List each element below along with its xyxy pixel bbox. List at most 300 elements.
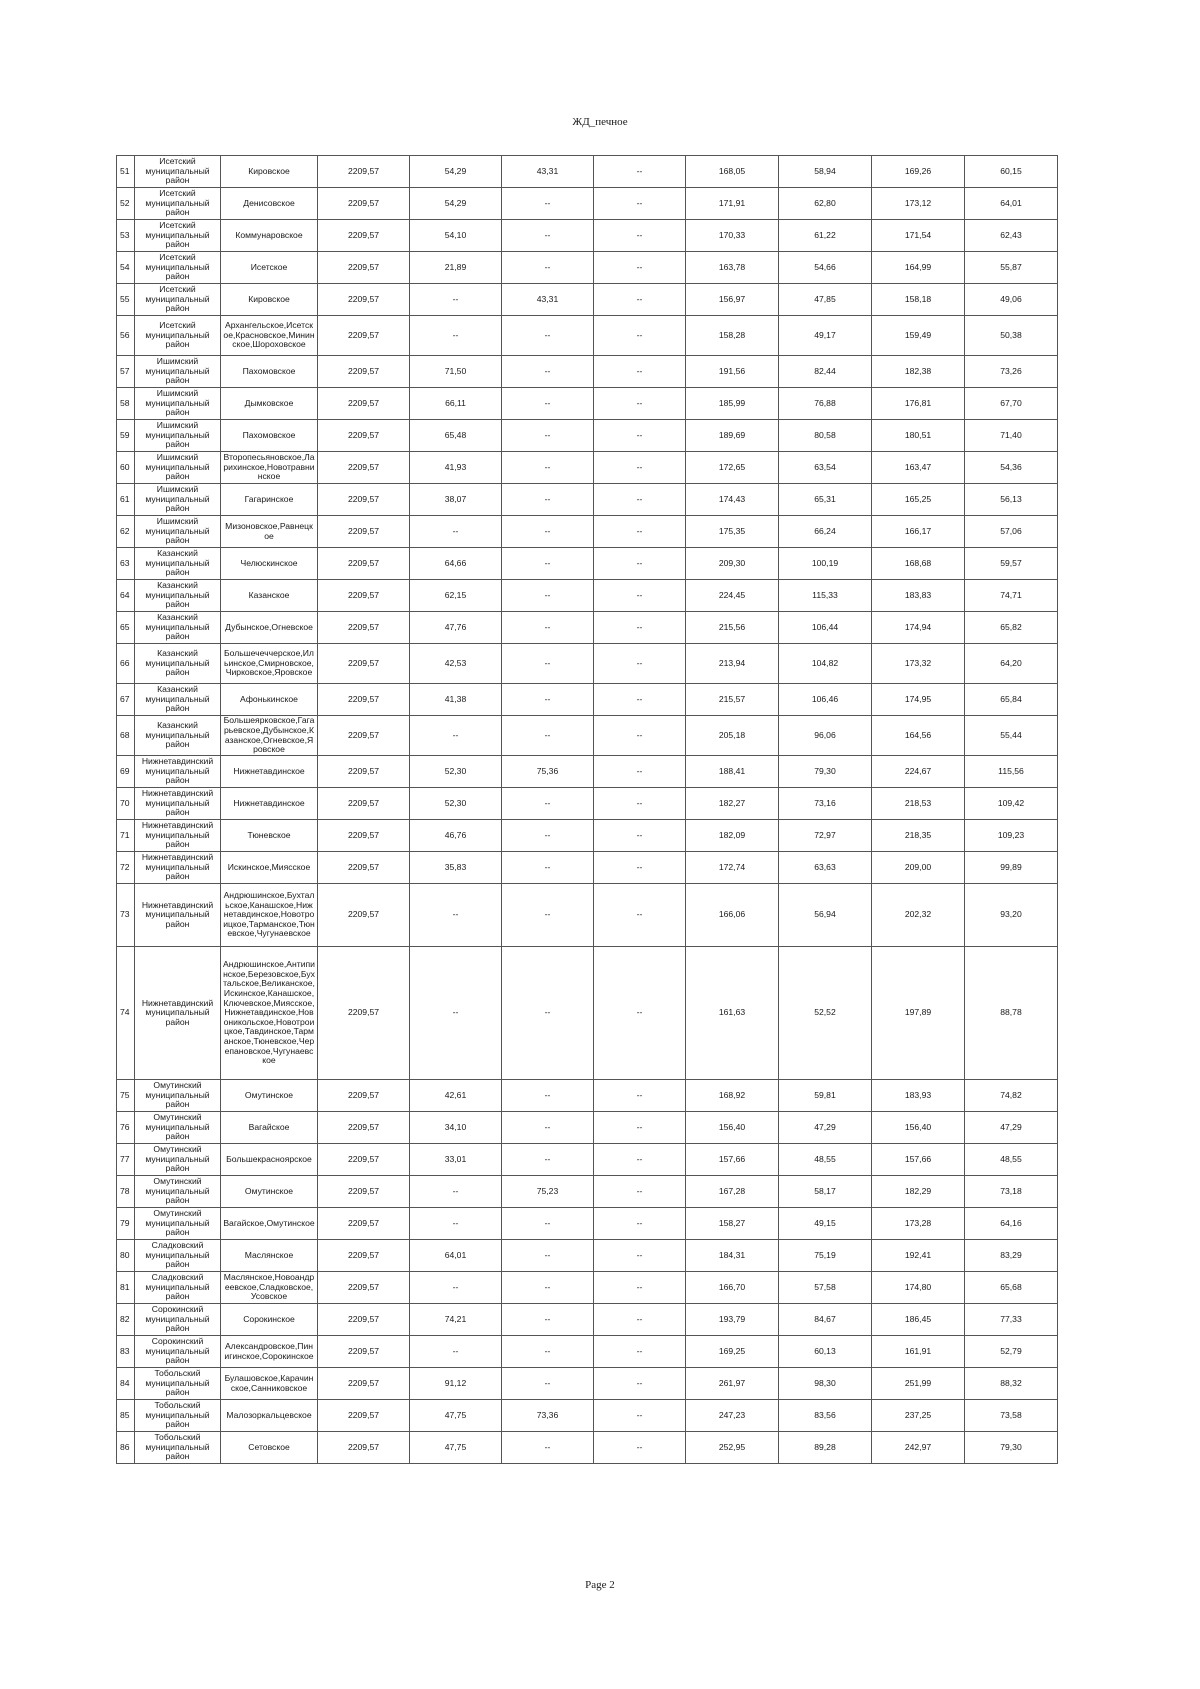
value-col-5: -- — [502, 516, 594, 548]
district-name: Исетский муниципальный район — [135, 252, 221, 284]
table-row — [117, 1144, 1058, 1176]
value-col-6: -- — [594, 820, 686, 852]
value-col-10: 64,16 — [965, 1208, 1058, 1240]
value-col-7: 261,97 — [686, 1368, 779, 1400]
value-col-5: -- — [502, 1144, 594, 1176]
row-number: 80 — [117, 1240, 135, 1272]
value-col-6: -- — [594, 548, 686, 580]
value-col-8: 96,06 — [779, 716, 872, 756]
value-col-6: -- — [594, 756, 686, 788]
value-col-3: 2209,57 — [318, 548, 410, 580]
value-col-6: -- — [594, 1144, 686, 1176]
value-col-6: -- — [594, 644, 686, 684]
table-row — [117, 484, 1058, 516]
table-row — [117, 580, 1058, 612]
row-number: 85 — [117, 1400, 135, 1432]
value-col-9: 161,91 — [872, 1336, 965, 1368]
district-name: Омутинский муниципальный район — [135, 1144, 221, 1176]
value-col-7: 174,43 — [686, 484, 779, 516]
value-col-9: 158,18 — [872, 284, 965, 316]
row-number: 71 — [117, 820, 135, 852]
value-col-5: -- — [502, 1272, 594, 1304]
district-name: Тобольский муниципальный район — [135, 1368, 221, 1400]
value-col-5: -- — [502, 612, 594, 644]
value-col-8: 83,56 — [779, 1400, 872, 1432]
value-col-6: -- — [594, 452, 686, 484]
value-col-10: 65,84 — [965, 684, 1058, 716]
value-col-6: -- — [594, 1400, 686, 1432]
value-col-4: 54,29 — [410, 156, 502, 188]
value-col-5: 75,23 — [502, 1176, 594, 1208]
value-col-9: 218,35 — [872, 820, 965, 852]
value-col-6: -- — [594, 788, 686, 820]
value-col-9: 174,95 — [872, 684, 965, 716]
value-col-4: 52,30 — [410, 756, 502, 788]
table-row — [117, 1272, 1058, 1304]
value-col-7: 172,65 — [686, 452, 779, 484]
value-col-7: 182,09 — [686, 820, 779, 852]
value-col-3: 2209,57 — [318, 316, 410, 356]
value-col-6: -- — [594, 420, 686, 452]
value-col-8: 60,13 — [779, 1336, 872, 1368]
value-col-5: -- — [502, 684, 594, 716]
value-col-5: -- — [502, 356, 594, 388]
value-col-3: 2209,57 — [318, 1368, 410, 1400]
value-col-10: 109,23 — [965, 820, 1058, 852]
value-col-3: 2209,57 — [318, 852, 410, 884]
value-col-7: 167,28 — [686, 1176, 779, 1208]
settlement-names: Исетское — [221, 252, 318, 284]
value-col-6: -- — [594, 516, 686, 548]
district-name: Казанский муниципальный район — [135, 684, 221, 716]
table-row — [117, 388, 1058, 420]
value-col-3: 2209,57 — [318, 716, 410, 756]
value-col-4: -- — [410, 1176, 502, 1208]
settlement-names: Дымковское — [221, 388, 318, 420]
value-col-7: 168,05 — [686, 156, 779, 188]
value-col-6: -- — [594, 684, 686, 716]
row-number: 83 — [117, 1336, 135, 1368]
value-col-3: 2209,57 — [318, 580, 410, 612]
district-name: Сорокинский муниципальный район — [135, 1336, 221, 1368]
value-col-4: -- — [410, 516, 502, 548]
row-number: 64 — [117, 580, 135, 612]
district-name: Омутинский муниципальный район — [135, 1208, 221, 1240]
value-col-9: 156,40 — [872, 1112, 965, 1144]
value-col-10: 71,40 — [965, 420, 1058, 452]
settlement-names: Архангельское,Исетское,Красновское,Мининское,Шороховское — [221, 316, 318, 356]
district-name: Казанский муниципальный район — [135, 612, 221, 644]
row-number: 57 — [117, 356, 135, 388]
value-col-7: 161,63 — [686, 947, 779, 1080]
value-col-4: -- — [410, 947, 502, 1080]
value-col-5: -- — [502, 252, 594, 284]
table-row — [117, 420, 1058, 452]
value-col-10: 48,55 — [965, 1144, 1058, 1176]
value-col-9: 218,53 — [872, 788, 965, 820]
district-name: Казанский муниципальный район — [135, 644, 221, 684]
value-col-5: -- — [502, 220, 594, 252]
value-col-5: -- — [502, 716, 594, 756]
value-col-3: 2209,57 — [318, 1304, 410, 1336]
table-row — [117, 1112, 1058, 1144]
value-col-3: 2209,57 — [318, 1240, 410, 1272]
district-name: Омутинский муниципальный район — [135, 1080, 221, 1112]
table-row — [117, 548, 1058, 580]
value-col-5: -- — [502, 1208, 594, 1240]
value-col-3: 2209,57 — [318, 452, 410, 484]
row-number: 73 — [117, 884, 135, 947]
value-col-7: 213,94 — [686, 644, 779, 684]
settlement-names: Большекрасноярское — [221, 1144, 318, 1176]
value-col-3: 2209,57 — [318, 947, 410, 1080]
district-name: Сладковский муниципальный район — [135, 1240, 221, 1272]
value-col-3: 2209,57 — [318, 516, 410, 548]
value-col-8: 106,46 — [779, 684, 872, 716]
settlement-names: Вагайское,Омутинское — [221, 1208, 318, 1240]
settlement-names: Нижнетавдинское — [221, 788, 318, 820]
value-col-7: 247,23 — [686, 1400, 779, 1432]
value-col-4: 74,21 — [410, 1304, 502, 1336]
value-col-10: 60,15 — [965, 156, 1058, 188]
table-row — [117, 1208, 1058, 1240]
value-col-8: 57,58 — [779, 1272, 872, 1304]
value-col-7: 193,79 — [686, 1304, 779, 1336]
district-name: Нижнетавдинский муниципальный район — [135, 788, 221, 820]
value-col-3: 2209,57 — [318, 188, 410, 220]
table-row — [117, 356, 1058, 388]
value-col-9: 182,38 — [872, 356, 965, 388]
table-row — [117, 852, 1058, 884]
value-col-9: 182,29 — [872, 1176, 965, 1208]
table-row — [117, 1336, 1058, 1368]
value-col-5: -- — [502, 316, 594, 356]
district-name: Нижнетавдинский муниципальный район — [135, 852, 221, 884]
value-col-4: 41,93 — [410, 452, 502, 484]
value-col-8: 47,85 — [779, 284, 872, 316]
value-col-4: -- — [410, 1272, 502, 1304]
value-col-3: 2209,57 — [318, 1432, 410, 1464]
table-row — [117, 188, 1058, 220]
value-col-8: 84,67 — [779, 1304, 872, 1336]
value-col-6: -- — [594, 1368, 686, 1400]
value-col-4: 65,48 — [410, 420, 502, 452]
value-col-6: -- — [594, 1080, 686, 1112]
value-col-3: 2209,57 — [318, 1080, 410, 1112]
value-col-4: -- — [410, 884, 502, 947]
value-col-4: -- — [410, 716, 502, 756]
value-col-5: -- — [502, 947, 594, 1080]
value-col-7: 175,35 — [686, 516, 779, 548]
value-col-5: -- — [502, 1240, 594, 1272]
value-col-8: 73,16 — [779, 788, 872, 820]
value-col-10: 55,44 — [965, 716, 1058, 756]
value-col-10: 54,36 — [965, 452, 1058, 484]
value-col-6: -- — [594, 580, 686, 612]
settlement-names: Сетовское — [221, 1432, 318, 1464]
value-col-10: 65,68 — [965, 1272, 1058, 1304]
value-col-10: 115,56 — [965, 756, 1058, 788]
value-col-10: 83,29 — [965, 1240, 1058, 1272]
settlement-names: Маслянское — [221, 1240, 318, 1272]
value-col-8: 75,19 — [779, 1240, 872, 1272]
value-col-10: 99,89 — [965, 852, 1058, 884]
row-number: 52 — [117, 188, 135, 220]
table-row — [117, 756, 1058, 788]
value-col-3: 2209,57 — [318, 484, 410, 516]
value-col-9: 209,00 — [872, 852, 965, 884]
row-number: 62 — [117, 516, 135, 548]
value-col-7: 168,92 — [686, 1080, 779, 1112]
table-body — [117, 156, 1058, 1464]
value-col-5: -- — [502, 644, 594, 684]
row-number: 79 — [117, 1208, 135, 1240]
value-col-3: 2209,57 — [318, 644, 410, 684]
district-name: Омутинский муниципальный район — [135, 1112, 221, 1144]
row-number: 78 — [117, 1176, 135, 1208]
settlement-names: Сорокинское — [221, 1304, 318, 1336]
value-col-10: 67,70 — [965, 388, 1058, 420]
settlement-names: Пахомовское — [221, 420, 318, 452]
value-col-10: 56,13 — [965, 484, 1058, 516]
settlement-names: Булашовское,Карачинское,Санниковское — [221, 1368, 318, 1400]
value-col-6: -- — [594, 484, 686, 516]
value-col-4: 64,66 — [410, 548, 502, 580]
row-number: 74 — [117, 947, 135, 1080]
value-col-10: 93,20 — [965, 884, 1058, 947]
value-col-9: 164,99 — [872, 252, 965, 284]
value-col-4: 38,07 — [410, 484, 502, 516]
value-col-5: -- — [502, 884, 594, 947]
row-number: 61 — [117, 484, 135, 516]
table-row — [117, 284, 1058, 316]
row-number: 70 — [117, 788, 135, 820]
value-col-4: 47,76 — [410, 612, 502, 644]
page-header: ЖД_печное — [572, 116, 628, 128]
district-name: Тобольский муниципальный район — [135, 1432, 221, 1464]
value-col-7: 191,56 — [686, 356, 779, 388]
value-col-10: 77,33 — [965, 1304, 1058, 1336]
district-name: Исетский муниципальный район — [135, 316, 221, 356]
value-col-5: -- — [502, 788, 594, 820]
value-col-7: 215,57 — [686, 684, 779, 716]
value-col-5: -- — [502, 188, 594, 220]
district-name: Омутинский муниципальный район — [135, 1176, 221, 1208]
district-name: Ишимский муниципальный район — [135, 420, 221, 452]
district-name: Казанский муниципальный район — [135, 548, 221, 580]
value-col-7: 169,25 — [686, 1336, 779, 1368]
value-col-9: 169,26 — [872, 156, 965, 188]
value-col-3: 2209,57 — [318, 684, 410, 716]
value-col-7: 224,45 — [686, 580, 779, 612]
value-col-4: 64,01 — [410, 1240, 502, 1272]
value-col-8: 89,28 — [779, 1432, 872, 1464]
table-row — [117, 316, 1058, 356]
value-col-5: -- — [502, 548, 594, 580]
value-col-7: 170,33 — [686, 220, 779, 252]
row-number: 72 — [117, 852, 135, 884]
district-name: Казанский муниципальный район — [135, 716, 221, 756]
value-col-5: -- — [502, 820, 594, 852]
value-col-9: 165,25 — [872, 484, 965, 516]
value-col-9: 176,81 — [872, 388, 965, 420]
value-col-6: -- — [594, 1432, 686, 1464]
value-col-8: 54,66 — [779, 252, 872, 284]
row-number: 60 — [117, 452, 135, 484]
district-name: Ишимский муниципальный район — [135, 484, 221, 516]
settlement-names: Мизоновское,Равнецкое — [221, 516, 318, 548]
value-col-9: 163,47 — [872, 452, 965, 484]
value-col-4: 35,83 — [410, 852, 502, 884]
value-col-6: -- — [594, 188, 686, 220]
value-col-7: 172,74 — [686, 852, 779, 884]
value-col-8: 82,44 — [779, 356, 872, 388]
value-col-9: 224,67 — [872, 756, 965, 788]
value-col-5: -- — [502, 420, 594, 452]
value-col-6: -- — [594, 316, 686, 356]
row-number: 67 — [117, 684, 135, 716]
value-col-6: -- — [594, 852, 686, 884]
district-name: Казанский муниципальный район — [135, 580, 221, 612]
table-row — [117, 644, 1058, 684]
value-col-4: 62,15 — [410, 580, 502, 612]
table-row — [117, 947, 1058, 1080]
value-col-10: 65,82 — [965, 612, 1058, 644]
table-row — [117, 1400, 1058, 1432]
table-row — [117, 716, 1058, 756]
value-col-6: -- — [594, 252, 686, 284]
value-col-9: 192,41 — [872, 1240, 965, 1272]
value-col-5: -- — [502, 452, 594, 484]
value-col-3: 2209,57 — [318, 612, 410, 644]
value-col-10: 79,30 — [965, 1432, 1058, 1464]
value-col-9: 171,54 — [872, 220, 965, 252]
value-col-4: 54,10 — [410, 220, 502, 252]
district-name: Нижнетавдинский муниципальный район — [135, 947, 221, 1080]
value-col-4: 33,01 — [410, 1144, 502, 1176]
table-row — [117, 1304, 1058, 1336]
value-col-8: 59,81 — [779, 1080, 872, 1112]
value-col-6: -- — [594, 612, 686, 644]
value-col-10: 57,06 — [965, 516, 1058, 548]
value-col-3: 2209,57 — [318, 388, 410, 420]
value-col-6: -- — [594, 947, 686, 1080]
value-col-9: 174,94 — [872, 612, 965, 644]
district-name: Исетский муниципальный район — [135, 156, 221, 188]
value-col-7: 156,97 — [686, 284, 779, 316]
table-row — [117, 884, 1058, 947]
value-col-5: -- — [502, 1368, 594, 1400]
table-row — [117, 788, 1058, 820]
value-col-6: -- — [594, 388, 686, 420]
value-col-5: -- — [502, 484, 594, 516]
value-col-6: -- — [594, 716, 686, 756]
row-number: 63 — [117, 548, 135, 580]
value-col-6: -- — [594, 1112, 686, 1144]
settlement-names: Вагайское — [221, 1112, 318, 1144]
value-col-4: -- — [410, 1208, 502, 1240]
district-name: Тобольский муниципальный район — [135, 1400, 221, 1432]
value-col-4: 66,11 — [410, 388, 502, 420]
value-col-5: -- — [502, 580, 594, 612]
value-col-8: 56,94 — [779, 884, 872, 947]
value-col-6: -- — [594, 156, 686, 188]
value-col-6: -- — [594, 284, 686, 316]
value-col-10: 47,29 — [965, 1112, 1058, 1144]
value-col-6: -- — [594, 1176, 686, 1208]
value-col-6: -- — [594, 1304, 686, 1336]
value-col-8: 72,97 — [779, 820, 872, 852]
value-col-5: 73,36 — [502, 1400, 594, 1432]
value-col-9: 173,28 — [872, 1208, 965, 1240]
district-name: Исетский муниципальный район — [135, 188, 221, 220]
value-col-5: -- — [502, 1080, 594, 1112]
value-col-7: 163,78 — [686, 252, 779, 284]
settlement-names: Омутинское — [221, 1080, 318, 1112]
row-number: 69 — [117, 756, 135, 788]
value-col-8: 65,31 — [779, 484, 872, 516]
settlement-names: Маслянское,Новоандреевское,Сладковское,Усовское — [221, 1272, 318, 1304]
value-col-3: 2209,57 — [318, 1336, 410, 1368]
value-col-10: 52,79 — [965, 1336, 1058, 1368]
value-col-5: -- — [502, 1432, 594, 1464]
value-col-9: 180,51 — [872, 420, 965, 452]
value-col-7: 185,99 — [686, 388, 779, 420]
row-number: 51 — [117, 156, 135, 188]
value-col-9: 164,56 — [872, 716, 965, 756]
value-col-3: 2209,57 — [318, 788, 410, 820]
table-row — [117, 1080, 1058, 1112]
table-row — [117, 252, 1058, 284]
value-col-10: 64,20 — [965, 644, 1058, 684]
value-col-7: 166,70 — [686, 1272, 779, 1304]
value-col-7: 209,30 — [686, 548, 779, 580]
value-col-3: 2209,57 — [318, 420, 410, 452]
value-col-3: 2209,57 — [318, 252, 410, 284]
value-col-3: 2209,57 — [318, 1208, 410, 1240]
value-col-4: 46,76 — [410, 820, 502, 852]
district-name: Сладковский муниципальный район — [135, 1272, 221, 1304]
settlement-names: Гагаринское — [221, 484, 318, 516]
value-col-5: -- — [502, 852, 594, 884]
table-row — [117, 156, 1058, 188]
value-col-7: 188,41 — [686, 756, 779, 788]
district-name: Исетский муниципальный район — [135, 284, 221, 316]
value-col-5: 43,31 — [502, 284, 594, 316]
table-row — [117, 220, 1058, 252]
value-col-8: 61,22 — [779, 220, 872, 252]
value-col-8: 79,30 — [779, 756, 872, 788]
row-number: 82 — [117, 1304, 135, 1336]
value-col-4: 41,38 — [410, 684, 502, 716]
value-col-8: 58,17 — [779, 1176, 872, 1208]
value-col-5: -- — [502, 1336, 594, 1368]
page-footer: Page 2 — [585, 1579, 615, 1591]
row-number: 56 — [117, 316, 135, 356]
value-col-3: 2209,57 — [318, 356, 410, 388]
settlement-names: Тюневское — [221, 820, 318, 852]
value-col-8: 63,63 — [779, 852, 872, 884]
value-col-4: 52,30 — [410, 788, 502, 820]
value-col-10: 64,01 — [965, 188, 1058, 220]
table-row — [117, 516, 1058, 548]
value-col-9: 251,99 — [872, 1368, 965, 1400]
value-col-9: 157,66 — [872, 1144, 965, 1176]
value-col-3: 2209,57 — [318, 1112, 410, 1144]
value-col-10: 49,06 — [965, 284, 1058, 316]
district-name: Исетский муниципальный район — [135, 220, 221, 252]
data-table — [116, 155, 1058, 1464]
